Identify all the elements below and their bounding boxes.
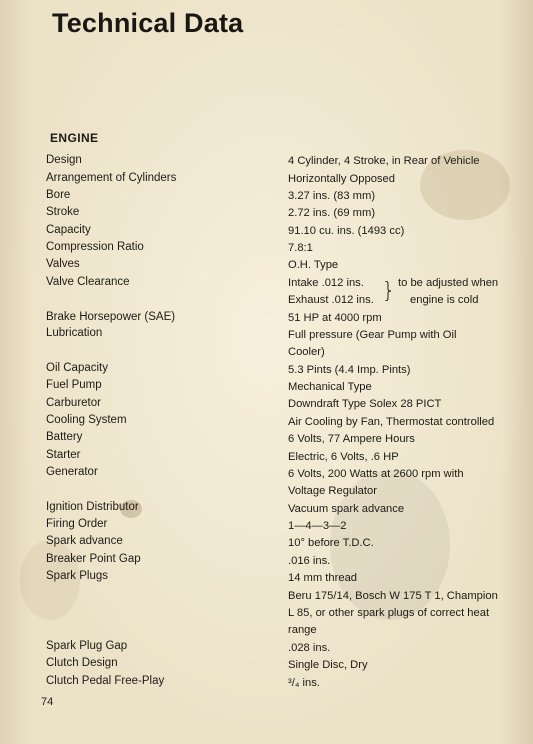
spec-value: 2.72 ins. (69 mm) (288, 207, 376, 219)
spec-label: Brake Horsepower (SAE) (46, 311, 176, 323)
spec-value: Full pressure (Gear Pump with Oil (288, 329, 457, 341)
spec-label: Clutch Design (46, 657, 118, 669)
spec-label: Lubrication (46, 327, 103, 339)
spec-value: Exhaust .012 ins. (288, 294, 374, 306)
spec-label: Oil Capacity (46, 362, 108, 374)
spec-value: 4 Cylinder, 4 Stroke, in Rear of Vehicle (288, 155, 480, 167)
spec-value: 5.3 Pints (4.4 Imp. Pints) (288, 364, 411, 376)
spec-value: Voltage Regulator (288, 485, 377, 497)
spec-value: Intake .012 ins. (288, 277, 364, 289)
spec-value: Mechanical Type (288, 381, 372, 393)
spec-value: Downdraft Type Solex 28 PICT (288, 398, 442, 410)
spec-value: Cooler) (288, 346, 325, 358)
spec-label: Design (46, 154, 82, 166)
spec-value: Beru 175/14, Bosch W 175 T 1, Champion (288, 590, 498, 602)
valve-clearance-note: engine is cold (410, 294, 479, 306)
spec-value: L 85, or other spark plugs of correct heat (288, 607, 490, 619)
spec-label: Carburetor (46, 397, 101, 409)
spec-value: 6 Volts, 77 Ampere Hours (288, 433, 415, 445)
spec-label: Clutch Pedal Free-Play (46, 675, 165, 687)
spec-label: Battery (46, 431, 83, 443)
spec-value: O.H. Type (288, 259, 339, 271)
spec-value: 14 mm thread (288, 572, 358, 584)
spec-value: 7.8:1 (288, 242, 313, 254)
curly-brace-icon (384, 281, 392, 301)
spec-label: Spark advance (46, 535, 123, 547)
page-title: Technical Data (52, 8, 244, 38)
spec-label: Valve Clearance (46, 276, 130, 288)
spec-label: Arrangement of Cylinders (46, 172, 177, 184)
spec-value: ³/₄ ins. (288, 677, 320, 689)
spec-value: Electric, 6 Volts, .6 HP (288, 451, 399, 463)
spec-value: 3.27 ins. (83 mm) (288, 190, 376, 202)
spec-value: Air Cooling by Fan, Thermostat controlled (288, 416, 495, 428)
spec-label: Valves (46, 258, 80, 270)
page-number: 74 (41, 696, 54, 708)
spec-value: 1—4—3—2 (288, 520, 347, 532)
spec-value: 6 Volts, 200 Watts at 2600 rpm with (288, 468, 464, 480)
spec-label: Fuel Pump (46, 379, 102, 391)
spec-value: Horizontally Opposed (288, 173, 395, 185)
spec-label: Firing Order (46, 518, 108, 530)
spec-label: Compression Ratio (46, 241, 144, 253)
valve-clearance-note: to be adjusted when (398, 277, 499, 289)
spec-value: 51 HP at 4000 rpm (288, 312, 382, 324)
spec-label: Stroke (46, 206, 80, 218)
spec-label: Starter (46, 449, 81, 461)
spec-value: .016 ins. (288, 555, 331, 567)
spec-value: 10° before T.D.C. (288, 537, 374, 549)
spec-label: Cooling System (46, 414, 127, 426)
spec-label: Spark Plug Gap (46, 640, 128, 652)
spec-label: Capacity (46, 224, 91, 236)
spec-value: .028 ins. (288, 642, 331, 654)
spec-value: Single Disc, Dry (288, 659, 368, 671)
spec-label: Breaker Point Gap (46, 553, 141, 565)
spec-value: range (288, 624, 317, 636)
section-heading-engine: ENGINE (50, 131, 99, 145)
spec-value: 91.10 cu. ins. (1493 cc) (288, 225, 405, 237)
spec-label: Bore (46, 189, 71, 201)
spec-value: Vacuum spark advance (288, 503, 405, 515)
spec-label: Generator (46, 466, 98, 478)
spec-label: Ignition Distributor (46, 501, 139, 513)
spec-label: Spark Plugs (46, 570, 109, 582)
